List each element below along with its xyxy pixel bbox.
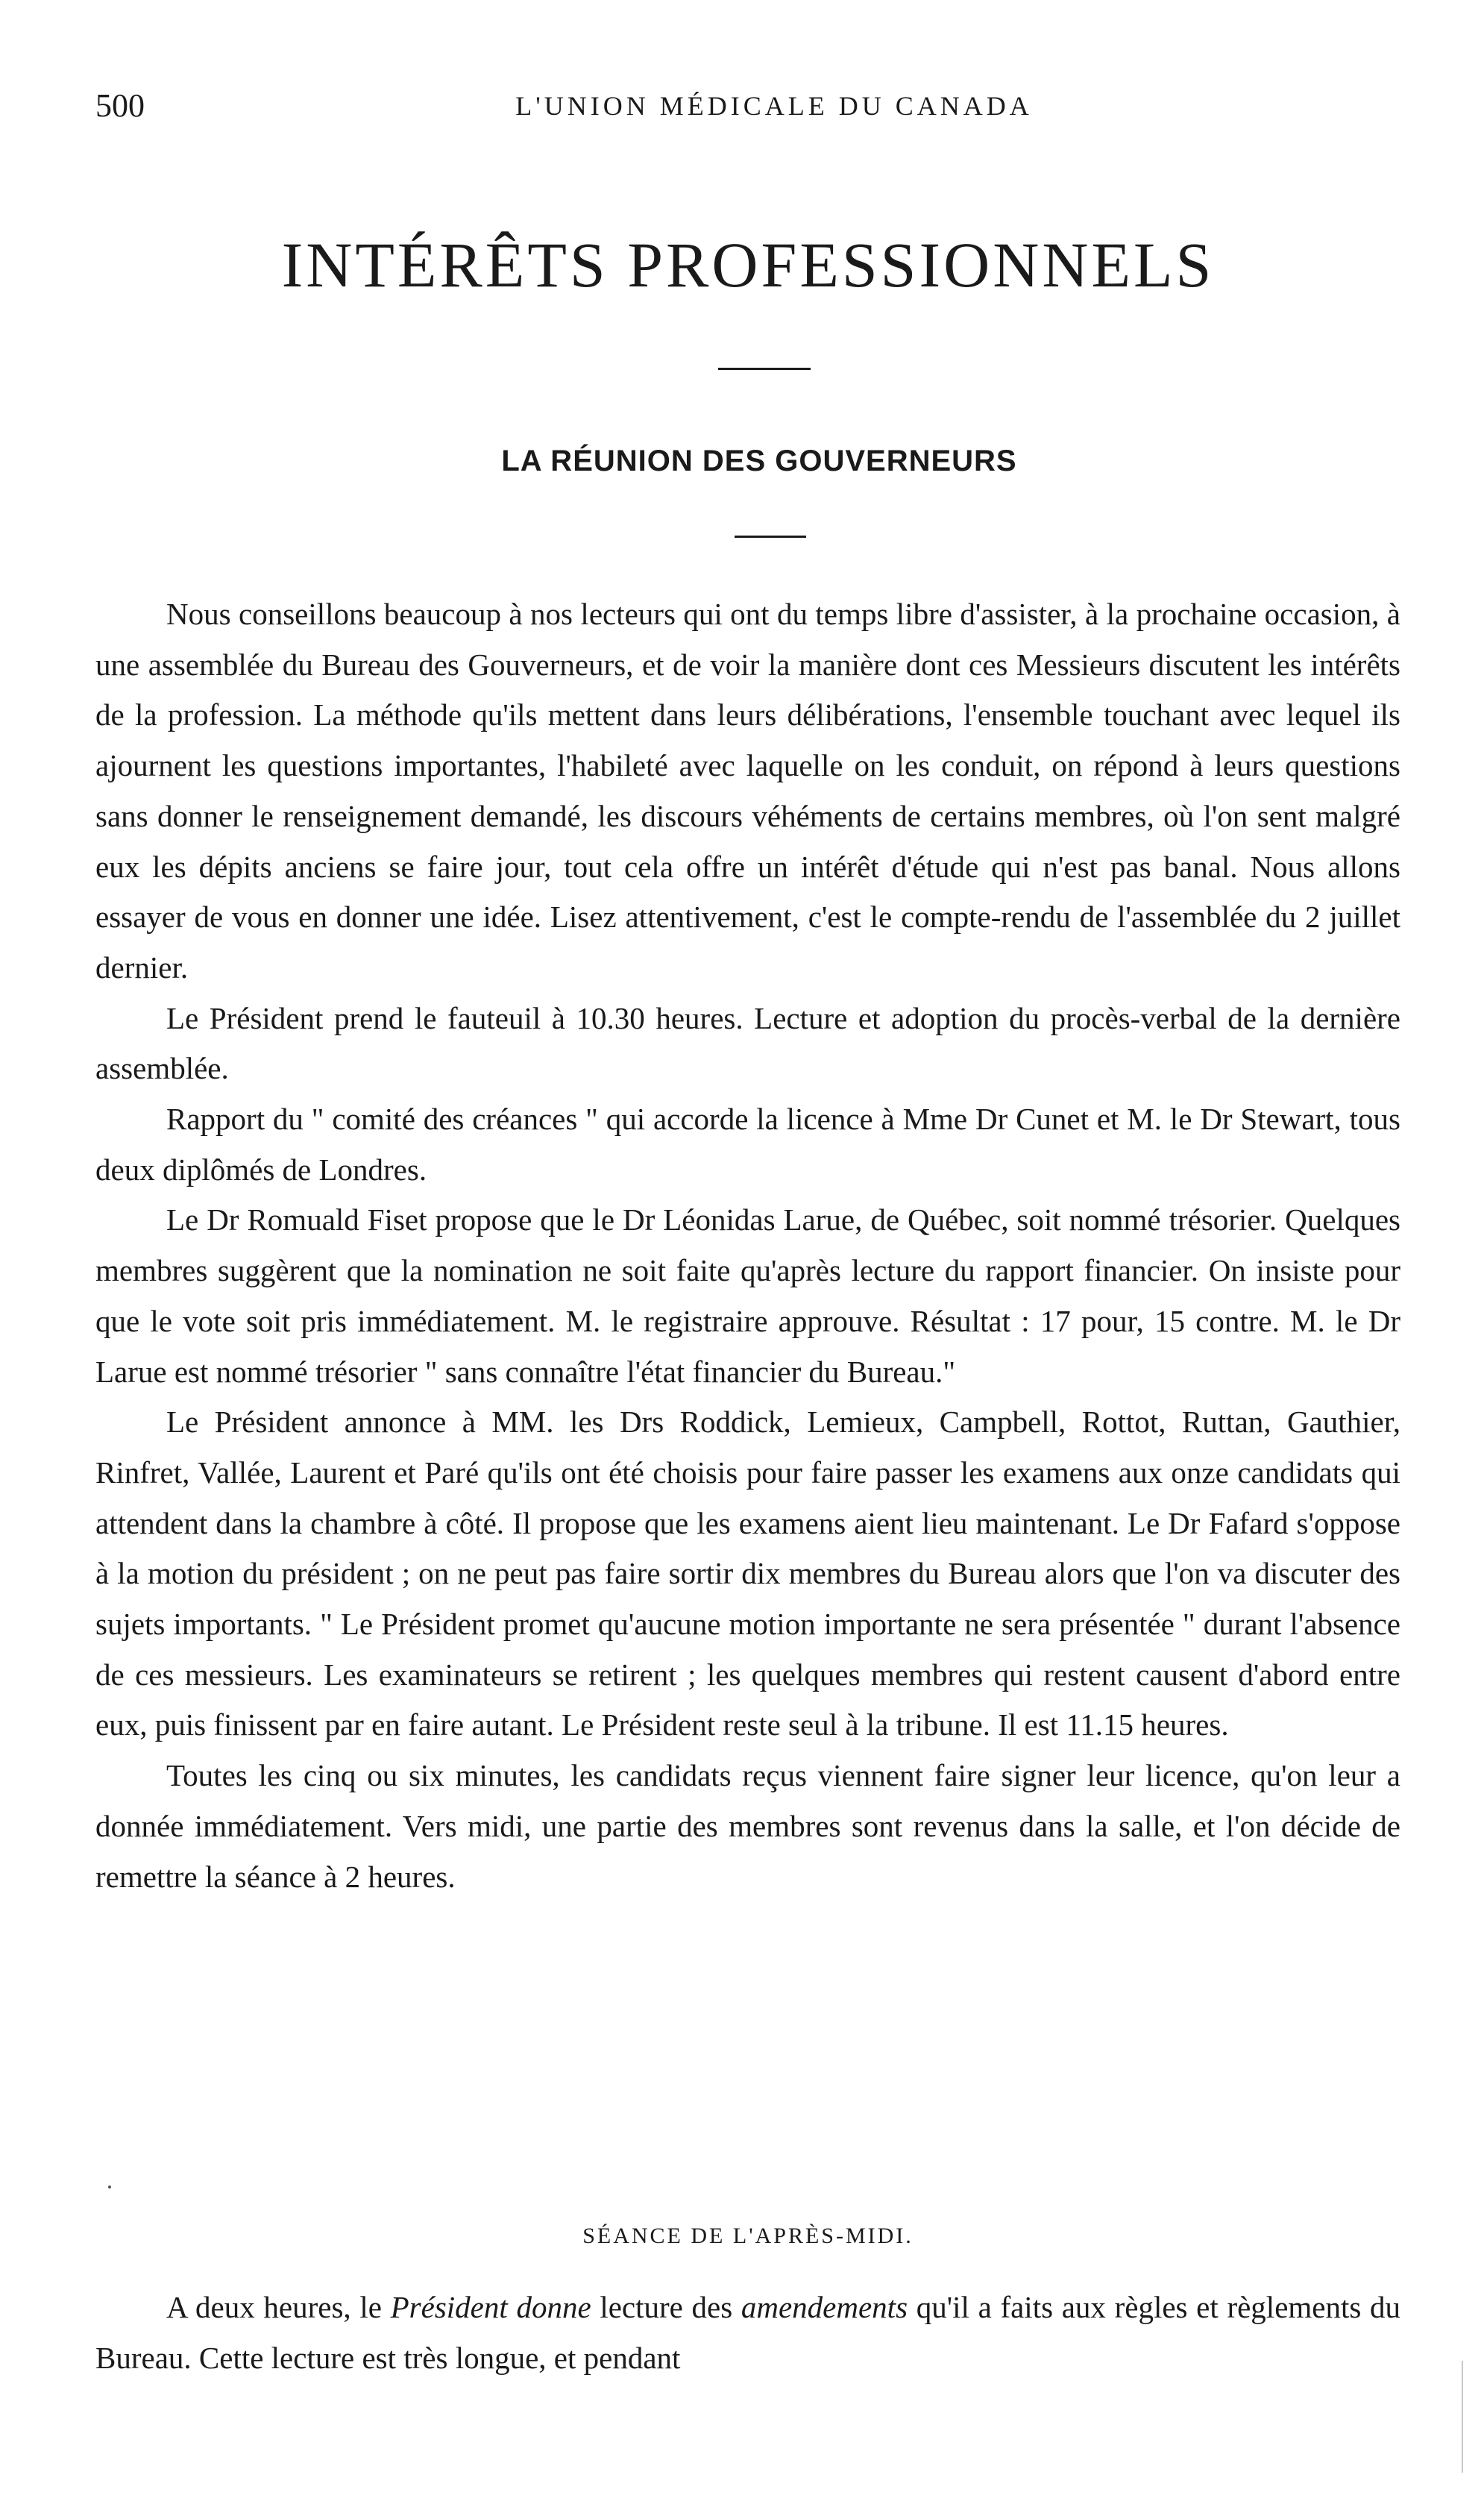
emphasis: Président donne <box>390 2290 591 2324</box>
emphasis: amendements <box>741 2290 908 2324</box>
page-number: 500 <box>95 87 145 124</box>
afternoon-body <box>95 2282 1400 2383</box>
subheading: SÉANCE DE L'APRÈS-MIDI. <box>582 2224 914 2248</box>
text-run: qu'il a faits aux règles et règlements du Bureau. Cette lecture est très longue, et pendant <box>95 2290 1401 2375</box>
margin-mark <box>1462 2361 1463 2473</box>
article-body <box>95 589 1400 1902</box>
paragraph: Le Président prend le fauteuil à 10.30 heures. Lecture et adoption du procès-verbal de la dernière assemblée. <box>95 1000 1400 1086</box>
section-title: INTÉRÊTS PROFESSIONNELS <box>281 229 1215 301</box>
divider-rule <box>718 368 811 370</box>
paragraph: Toutes les cinq ou six minutes, les candidats reçus viennent faire signer leur licence, qu'on leur a donnée immédiatement. Vers midi, une partie des membres sont revenus dans la salle, et l'on décide de remettre la séance à 2 heures. <box>95 1758 1400 1894</box>
text-run: lecture des <box>591 2290 741 2324</box>
journal-title: L'UNION MÉDICALE DU CANADA <box>515 91 1033 121</box>
article-title: LA RÉUNION DES GOUVERNEURS <box>501 445 1017 477</box>
paragraph: Le Dr Romuald Fiset propose que le Dr Léonidas Larue, de Québec, soit nommé trésorier. Quelques membres suggèrent que la nomination ne soit faite qu'après lecture du rapport financier. On insiste pour que le vote soit pris immédiatement. M. le registraire approuve. Résultat : 17 pour, 15 contre. M. le Dr Larue est nommé trésorier " sans connaître l'état financier du Bureau." <box>95 1202 1400 1389</box>
paragraph: Le Président annonce à MM. les Drs Roddick, Lemieux, Campbell, Rottot, Ruttan, Gauthier, Rinfret, Vallée, Laurent et Paré qu'ils ont été choisis pour faire passer les examens aux onze candidats qui attendent dans la chambre à côté. Il propose que les examens aient lieu maintenant. Le Dr Fafard s'oppose à la motion du président ; on ne peut pas faire sortir dix membres du Bureau alors que l'on va discuter des sujets importants. " Le Président promet qu'aucune motion importante ne sera présentée " durant l'absence de ces messieurs. Les examinateurs se retirent ; les quelques membres qui restent causent d'abord entre eux, puis finissent par en faire autant. Le Président reste seul à la tribune. Il est 11.15 heures. <box>95 1405 1400 1742</box>
divider-rule <box>735 536 806 538</box>
paragraph <box>95 2282 1400 2383</box>
paragraph: Rapport du " comité des créances " qui accorde la licence à Mme Dr Cunet et M. le Dr Stewart, tous deux diplômés de Londres. <box>95 1102 1400 1187</box>
running-head <box>95 84 1400 128</box>
paragraph: Nous conseillons beaucoup à nos lecteurs qui ont du temps libre d'assister, à la prochaine occasion, à une assemblée du Bureau des Gouverneurs, et de voir la manière dont ces Messieurs discutent les intérêts de la profession. La méthode qu'ils mettent dans leurs délibérations, l'ensemble touchant avec lequel ils ajournent les questions importantes, l'habileté avec laquelle on les conduit, on répond à leurs questions sans donner le renseignement demandé, les discours véhéments de certains membres, où l'on sent malgré eux les dépits anciens se faire jour, tout cela offre un intérêt d'étude qui n'est pas banal. Nous allons essayer de vous en donner une idée. Lisez attentivement, c'est le compte-rendu de l'assemblée du 2 juillet dernier. <box>95 597 1400 985</box>
print-speck <box>108 2185 111 2188</box>
text-run: A deux heures, le <box>166 2290 391 2324</box>
